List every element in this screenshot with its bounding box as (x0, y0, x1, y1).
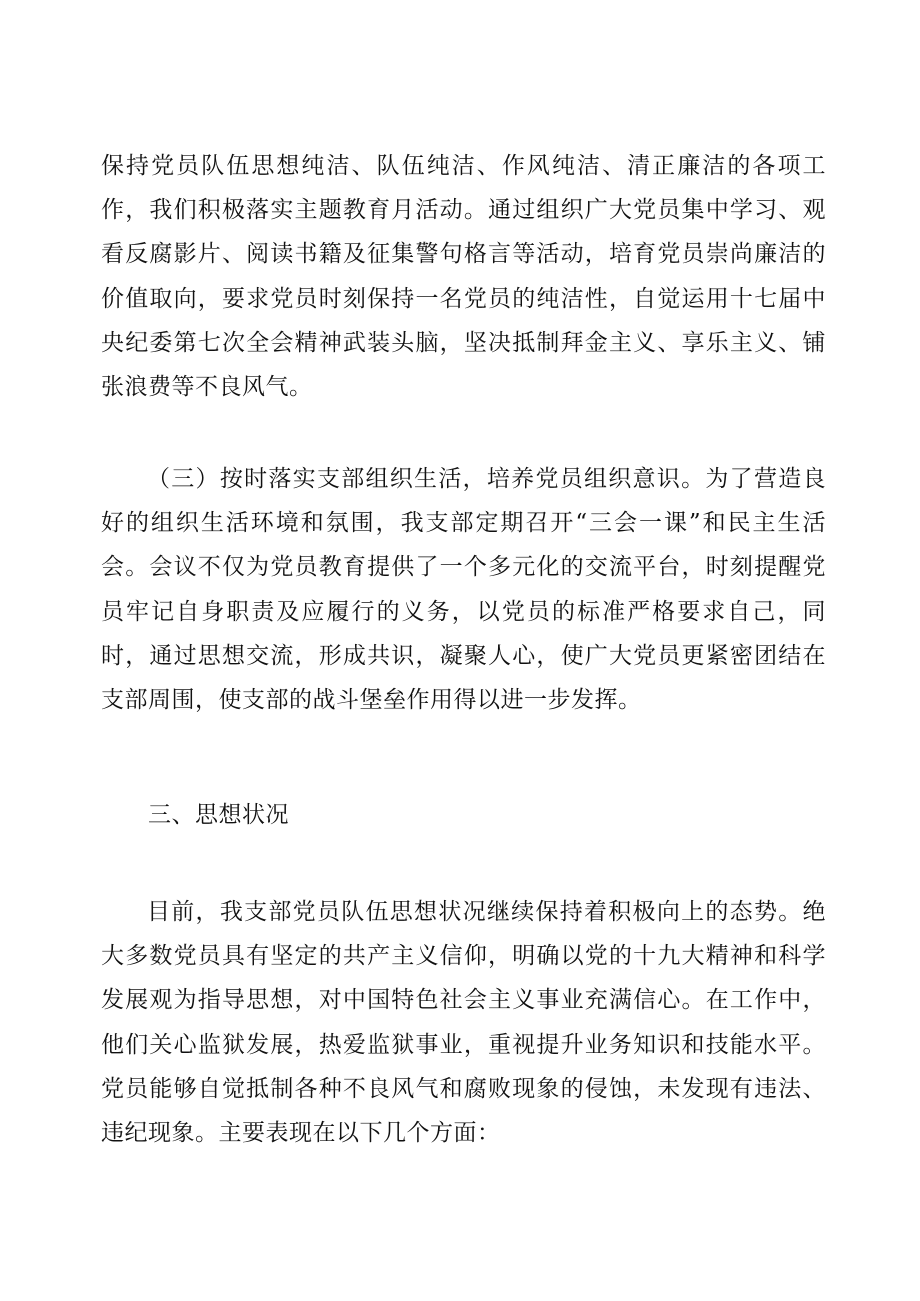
paragraph-party-purity: 保持党员队伍思想纯洁、队伍纯洁、作风纯洁、清正廉洁的各项工作，我们积极落实主题教育月活动。通过组织广大党员集中学习、观看反腐影片、阅读书籍及征集警句格言等活动，培育党员崇尚廉洁的价值取向，要求党员时刻保持一名党员的纯洁性，自觉运用十七届中央纪委第七次全会精神武装头脑，坚决抵制拜金主义、享乐主义、铺张浪费等不良风气。 (101, 153, 826, 401)
paragraph-ideological-status: 目前，我支部党员队伍思想状况继续保持着积极向上的态势。绝大多数党员具有坚定的共产主义信仰，明确以党的十九大精神和科学发展观为指导思想，对中国特色社会主义事业充满信心。在工作中，他们关心监狱发展，热爱监狱事业，重视提升业务知识和技能水平。党员能够自觉抵制各种不良风气和腐败现象的侵蚀，未发现有违法、违纪现象。主要表现在以下几个方面： (101, 899, 826, 1147)
section-heading-ideological-status: 三、思想状况 (148, 802, 289, 828)
paragraph-organizational-life: （三）按时落实支部组织生活，培养党员组织意识。为了营造良好的组织生活环境和氛围，我支部定期召开“三会一课”和民主生活会。会议不仅为党员教育提供了一个多元化的交流平台，时刻提醒党员牢记自身职责及应履行的义务，以党员的标准严格要求自己，同时，通过思想交流，形成共识，凝聚人心，使广大党员更紧密团结在支部周围，使支部的战斗堡垒作用得以进一步发挥。 (101, 466, 826, 714)
